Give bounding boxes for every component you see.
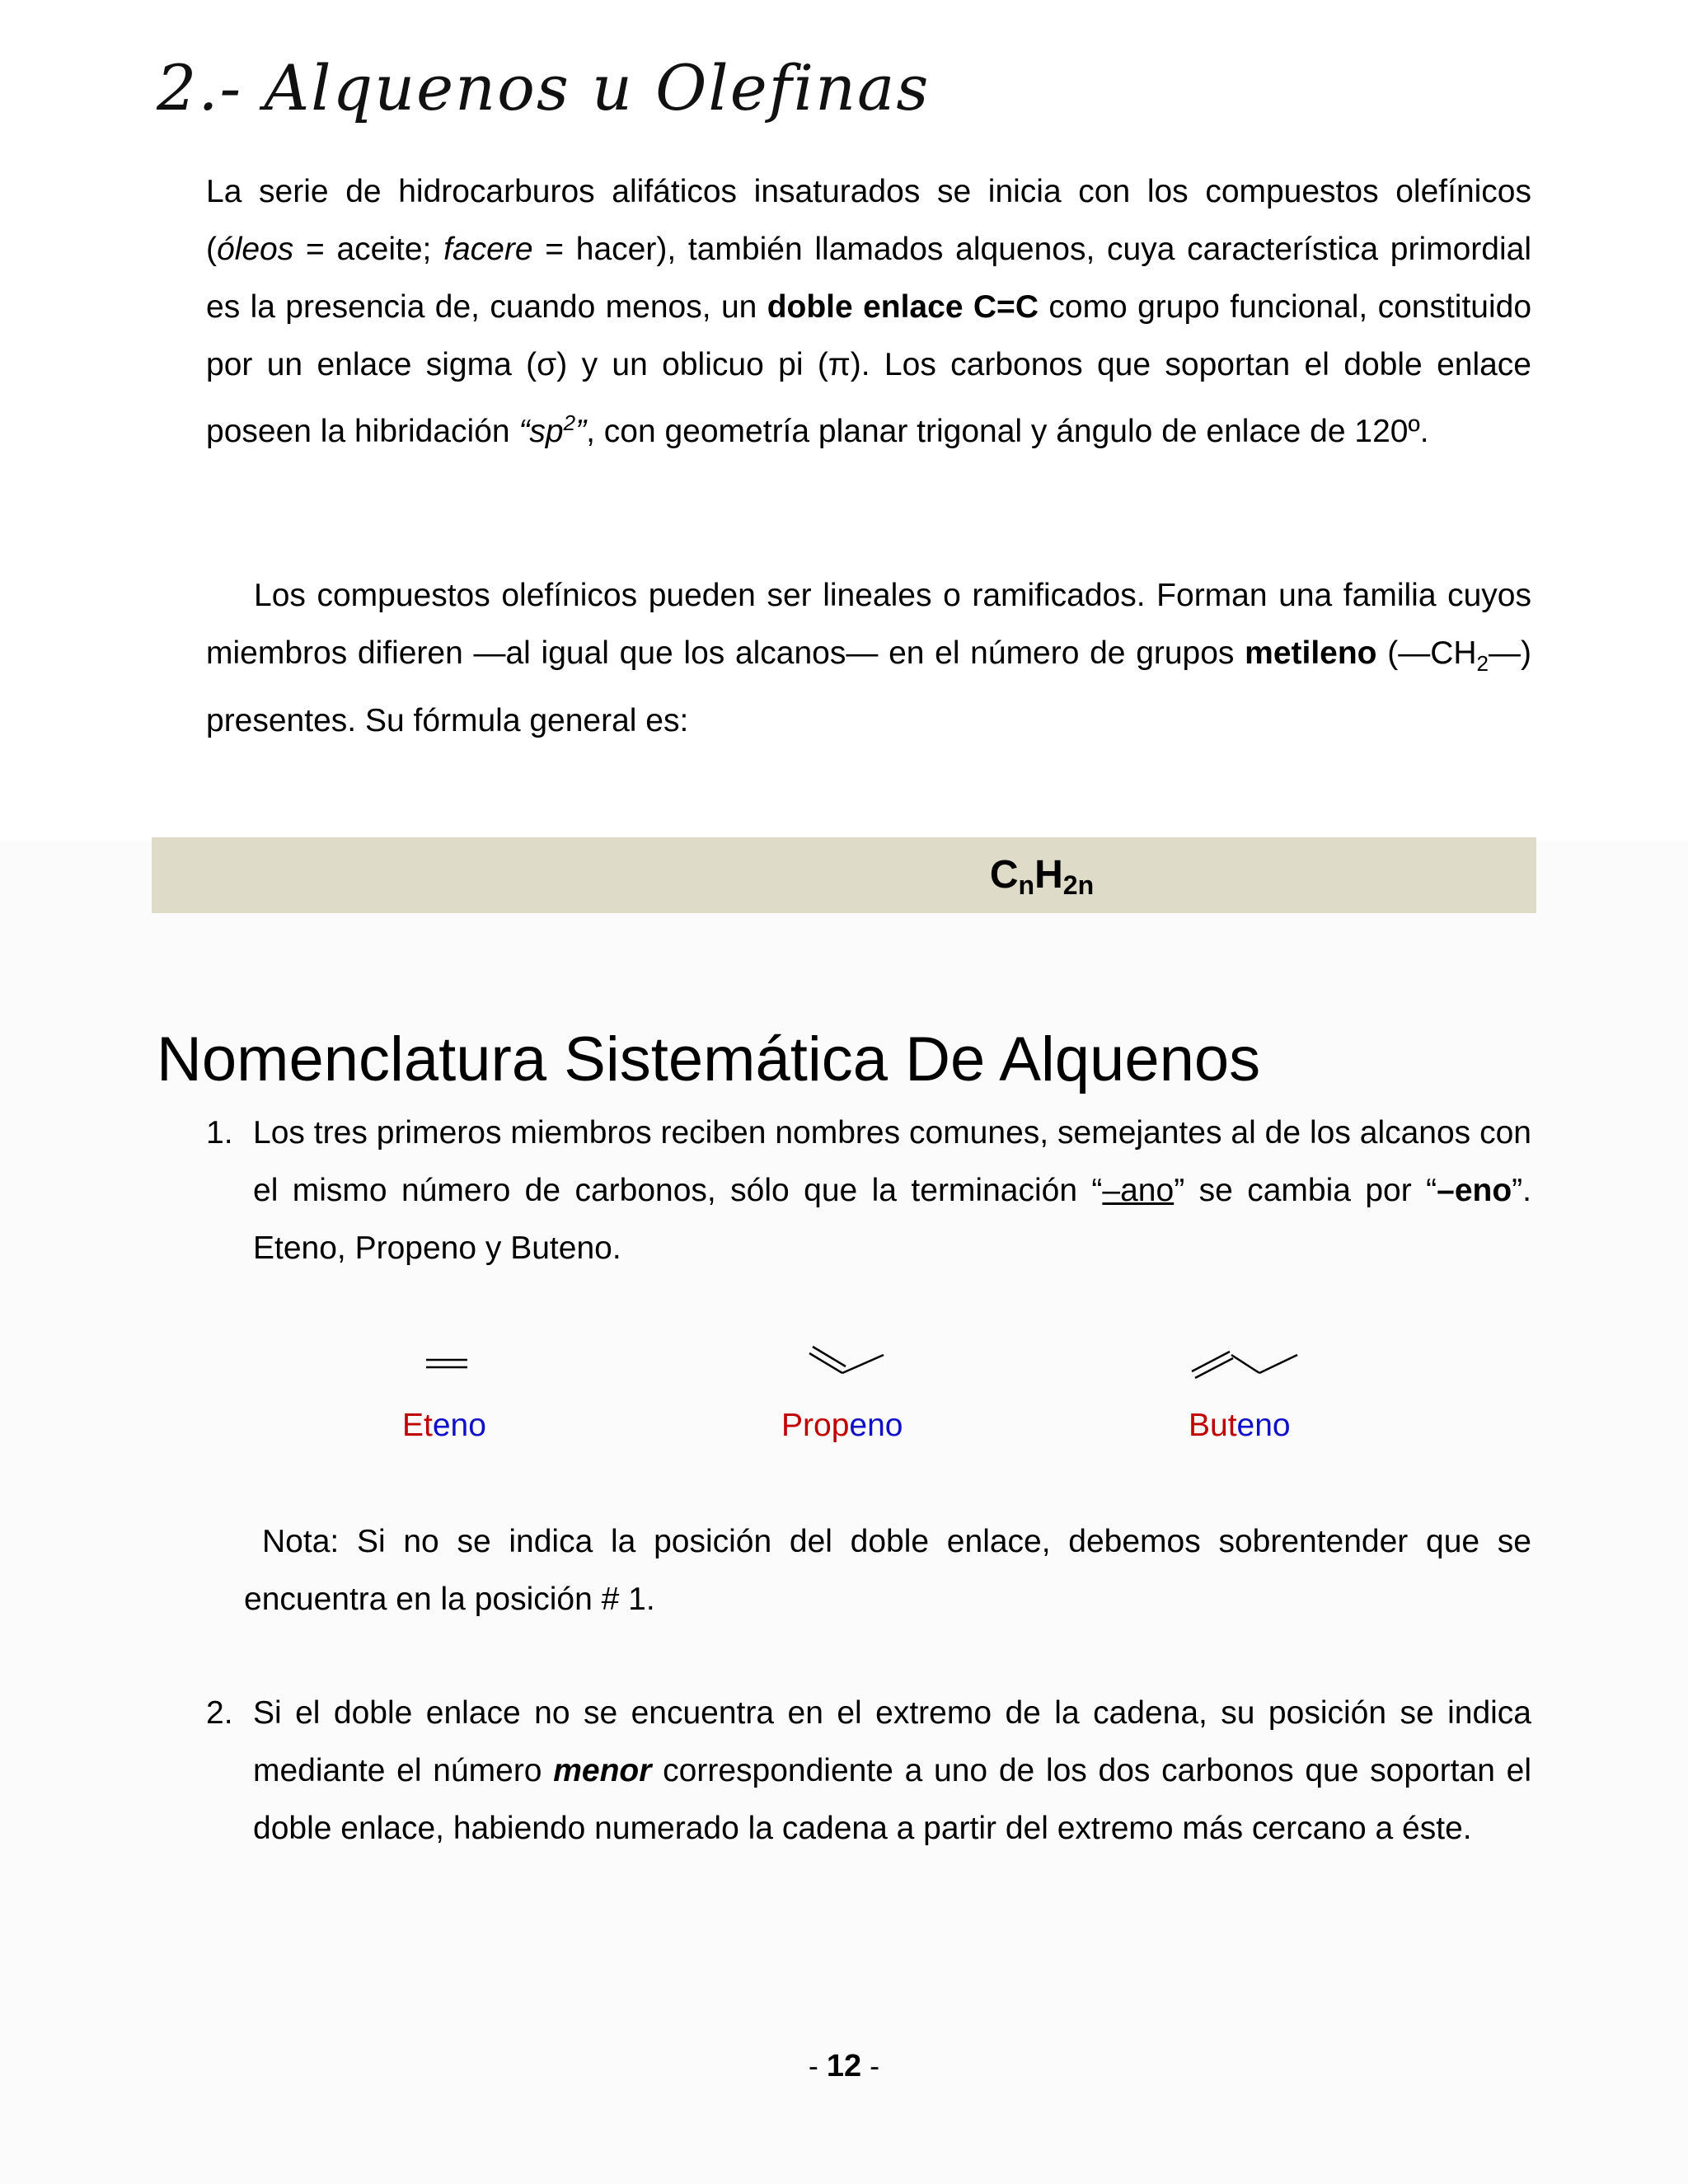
text-run: —) presentes. Su fórmula general es: xyxy=(206,635,1531,738)
molecule-name-propeno: Propeno xyxy=(781,1408,903,1443)
intro-paragraph-1 xyxy=(206,163,1531,461)
text-run: como grupo funcional, constituido por un enlace sigma (σ) y un oblicuo pi (π). Los carbonos que soportan el doble enlace poseen la hibridación xyxy=(206,289,1532,449)
rule-number: 2. xyxy=(206,1695,233,1731)
general-formula: $C_nH_{2n}$ xyxy=(989,853,1095,900)
rule-1 xyxy=(206,1104,1531,1277)
term-oleos: óleos xyxy=(217,232,294,267)
rule-number: 1. xyxy=(206,1115,233,1151)
term-facere: facere xyxy=(443,232,533,267)
rule-text: Si el doble enlace no se encuentra en el extremo de la cadena, su posición se indica mediante el número menor correspondiente a uno de los dos carbonos que soportan el doble enlace, habiendo numerado la cadena a partir del extremo más cercano a éste. xyxy=(253,1695,1531,1846)
text-run: La serie de hidrocarburos alifáticos insaturados se inicia con los compuestos olefínicos ( xyxy=(206,174,1531,267)
text-run: Los compuestos olefínicos pueden ser lineales o ramificados. Forman una familia cuyos miembros difieren —al igual que los alcanos— en el número de grupos xyxy=(206,578,1531,671)
section-heading: Nomenclatura Sistemática De Alquenos xyxy=(157,1024,1261,1094)
rule-2 xyxy=(206,1685,1531,1858)
general-formula-band xyxy=(152,837,1536,913)
note-paragraph: Nota: Si no se indica la posición del doble enlace, debemos sobrentender que se encuentra en la posición # 1. xyxy=(244,1524,1531,1617)
molecule-name-buteno: Buteno xyxy=(1189,1408,1291,1443)
propene-structure xyxy=(808,1340,890,1381)
chapter-title: 2.- Alquenos u Olefinas xyxy=(157,51,931,124)
text-run: , con geometría planar trigonal y ángulo de enlace de 120º. xyxy=(586,414,1429,449)
intro-paragraph-2: Los compuestos olefínicos pueden ser lineales o ramificados. Forman una familia cuyos miembros difieren —al igual que los alcanos— en el número de grupos metileno $(—CH_2—)$ presentes. Su fórmula general es: xyxy=(206,578,1531,738)
text-run: = hacer), también llamados alquenos, cuya característica primordial es la presencia de, cuando menos, un xyxy=(206,232,1532,325)
text-run: (—CH xyxy=(1376,635,1477,671)
term-sp2: “$sp^2$” xyxy=(518,410,587,449)
text-run: = aceite; xyxy=(293,232,444,267)
butene-structure xyxy=(1187,1342,1302,1383)
term-double-bond: doble enlace C=C xyxy=(767,289,1039,325)
ethene-structure xyxy=(424,1352,474,1376)
rule-text: Los tres primeros miembros reciben nombres comunes, semejantes al de los alcanos con el mismo número de carbonos, sólo que la terminación “–ano” se cambia por “–eno”. Eteno, Propeno y Buteno. xyxy=(253,1115,1531,1266)
molecule-name-eteno: Eteno xyxy=(402,1408,486,1443)
term-metileno: metileno xyxy=(1245,635,1377,671)
page-number: - 12 - xyxy=(808,2049,880,2083)
